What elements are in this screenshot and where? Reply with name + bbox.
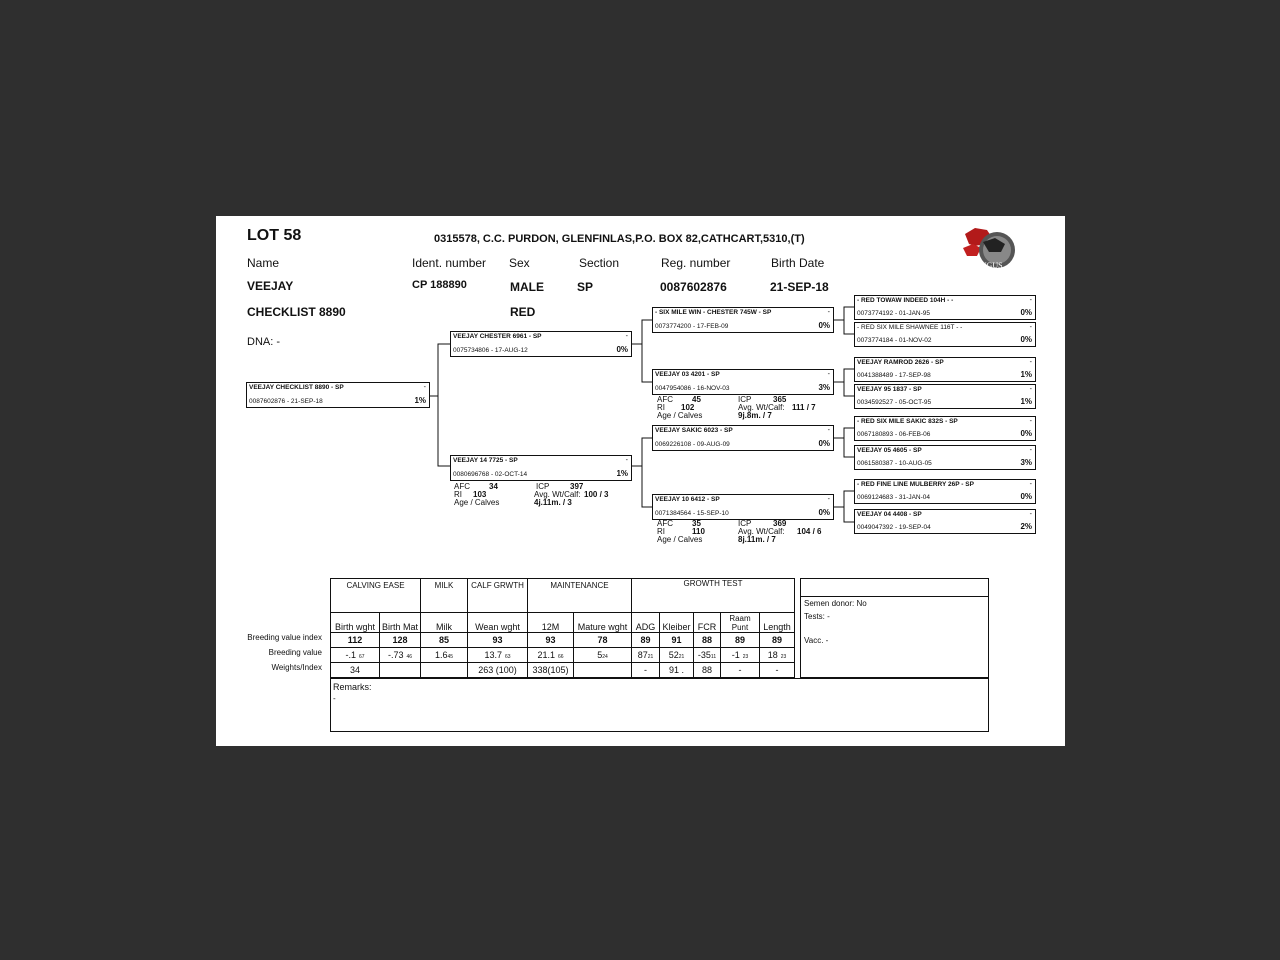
ri-value: 103 xyxy=(473,490,487,499)
pedigree-g3-8 xyxy=(854,509,1036,534)
trait-12m: 12M xyxy=(528,613,574,633)
percent: 1% xyxy=(1020,397,1032,406)
trait-wean-weight: Wean wght xyxy=(468,613,528,633)
color-value: RED xyxy=(510,305,536,319)
animal-name: VEEJAY 05 4605 - SP xyxy=(857,447,922,454)
bv-accuracy: 11 xyxy=(710,654,717,660)
index-value: 89 xyxy=(760,633,795,648)
dash: - xyxy=(1029,324,1032,331)
age-label: Age / Calves xyxy=(657,535,703,544)
group-growth-test: GROWTH TEST xyxy=(632,579,795,613)
percent: 2% xyxy=(1020,522,1032,531)
bv-value: -35 xyxy=(697,650,711,660)
pedigree-document xyxy=(216,216,1065,746)
trait-birth-weight: Birth wght xyxy=(331,613,380,633)
vaccination: Vacc. - xyxy=(804,636,829,645)
index-value: 88 xyxy=(694,633,721,648)
trait-raam-punt: Raam Punt xyxy=(721,613,760,633)
trait-adg: ADG xyxy=(632,613,660,633)
index-value: 93 xyxy=(468,633,528,648)
lot-number: LOT 58 xyxy=(247,227,302,244)
bv-value: -.73 xyxy=(387,650,404,660)
ident-number: CP 188890 xyxy=(412,279,467,291)
animal-name: VEEJAY 14 7725 - SP xyxy=(453,457,518,464)
animal-name: VEEJAY 04 4408 - SP xyxy=(857,511,922,518)
dash: - xyxy=(625,333,628,340)
dam-dam-stats xyxy=(657,520,837,548)
bv-accuracy: 45 xyxy=(447,654,454,660)
icp-value: 365 xyxy=(773,395,787,404)
label-birth: Birth Date xyxy=(771,256,825,270)
ri-label: RI xyxy=(454,490,462,499)
bv-cell xyxy=(721,648,760,663)
reg-date: 0049047392 - 19-SEP-04 xyxy=(857,524,931,531)
index-value: 89 xyxy=(721,633,760,648)
pedigree-g3-7 xyxy=(854,479,1036,504)
animal-name: VEEJAY SAKIC 6023 - SP xyxy=(655,427,733,434)
bv-accuracy: 46 xyxy=(406,654,413,660)
animal-name: - RED TOWAW INDEED 104H - - xyxy=(857,297,954,304)
percent: 0% xyxy=(1020,308,1032,317)
animal-name: - RED FINE LINE MULBERRY 26P - SP xyxy=(857,481,974,488)
group-calving-ease: CALVING EASE xyxy=(331,579,421,613)
bv-cell xyxy=(528,648,574,663)
reg-date: 0080696768 - 02-OCT-14 xyxy=(453,471,528,478)
dash: - xyxy=(1029,447,1032,454)
reg-number: 0087602876 xyxy=(660,280,727,294)
pedigree-g3-5 xyxy=(854,416,1036,441)
bv-value: 18 xyxy=(767,650,778,660)
bv-value: -.1 xyxy=(345,650,356,660)
pedigree-g3-6 xyxy=(854,445,1036,470)
reg-date: 0061580387 - 10-AUG-05 xyxy=(857,460,932,467)
group-calf-growth: CALF GRWTH xyxy=(468,579,528,613)
bv-accuracy: 23 xyxy=(780,654,787,660)
icp-value: 397 xyxy=(570,482,584,491)
weight-value xyxy=(421,663,468,678)
remarks-box xyxy=(330,678,989,732)
age-label: Age / Calves xyxy=(454,498,500,507)
group-milk: MILK xyxy=(421,579,468,613)
section-value: SP xyxy=(577,280,594,294)
row-label-weights: Weights/Index xyxy=(271,663,322,672)
afc-value: 45 xyxy=(692,395,701,404)
birth-date: 21-SEP-18 xyxy=(770,280,829,294)
pedigree-dam xyxy=(450,455,632,481)
reg-date: 0073774184 - 01-NOV-02 xyxy=(857,337,932,344)
afc-value: 35 xyxy=(692,519,701,528)
afc-label: AFC xyxy=(657,519,673,528)
dash: - xyxy=(827,309,830,316)
bv-accuracy: 21 xyxy=(678,654,685,660)
row-label-index: Breeding value index xyxy=(247,633,322,642)
tests: Tests: - xyxy=(804,612,830,621)
bv-value: -1 xyxy=(731,650,740,660)
index-value: 93 xyxy=(528,633,574,648)
weight-value: 338(105) xyxy=(528,663,574,678)
pedigree-sire xyxy=(450,331,632,357)
afc-label: AFC xyxy=(454,482,470,491)
bv-value: 21.1 xyxy=(537,650,555,660)
percent: 3% xyxy=(818,383,830,392)
weight-value: 88 xyxy=(694,663,721,678)
trait-mature-weight: Mature wght xyxy=(574,613,632,633)
weight-value: 34 xyxy=(331,663,380,678)
dash: - xyxy=(1029,481,1032,488)
bv-cell xyxy=(331,648,380,663)
percent: 1% xyxy=(616,469,628,478)
reg-date: 0073774192 - 01-JAN-95 xyxy=(857,310,930,317)
animal-name-2: CHECKLIST 8890 xyxy=(247,305,346,319)
dash: - xyxy=(1029,511,1032,518)
avg-value: 111 / 7 xyxy=(792,403,816,412)
angus-logo xyxy=(961,222,1019,272)
remarks-label: Remarks: xyxy=(333,682,372,692)
row-label-bv: Breeding value xyxy=(268,648,322,657)
dash: - xyxy=(827,371,830,378)
animal-name-1: VEEJAY xyxy=(247,279,294,293)
avg-label: Avg. Wt/Calf: xyxy=(738,403,785,412)
index-value: 78 xyxy=(574,633,632,648)
reg-date: 0041388489 - 17-SEP-98 xyxy=(857,372,931,379)
avg-value: 104 / 6 xyxy=(797,527,822,536)
index-value: 89 xyxy=(632,633,660,648)
percent: 1% xyxy=(1020,370,1032,379)
pedigree-sire-dam xyxy=(652,369,834,395)
reg-date: 0067180893 - 06-FEB-06 xyxy=(857,431,931,438)
bv-cell xyxy=(574,648,632,663)
animal-name: - RED SIX MILE SHAWNEE 116T - - xyxy=(857,324,963,331)
percent: 3% xyxy=(1020,458,1032,467)
reg-date: 0047954086 - 16-NOV-03 xyxy=(655,385,730,392)
dash: - xyxy=(1029,359,1032,366)
weight-value: 263 (100) xyxy=(468,663,528,678)
percent: 0% xyxy=(1020,492,1032,501)
weight-value: - xyxy=(760,663,795,678)
sex-value: MALE xyxy=(510,280,544,294)
trait-length: Length xyxy=(760,613,795,633)
label-section: Section xyxy=(579,256,620,270)
bv-value: 87 xyxy=(637,650,648,660)
animal-name: VEEJAY 03 4201 - SP xyxy=(655,371,720,378)
animal-name: VEEJAY 10 6412 - SP xyxy=(655,496,720,503)
ri-value: 102 xyxy=(681,403,695,412)
animal-name: VEEJAY 95 1837 - SP xyxy=(857,386,922,393)
reg-date: 0071384564 - 15-SEP-10 xyxy=(655,510,729,517)
pedigree-g3-4 xyxy=(854,384,1036,409)
bv-accuracy: 63 xyxy=(504,654,511,660)
avg-label: Avg. Wt/Calf: xyxy=(534,490,581,499)
weight-value xyxy=(574,663,632,678)
pedigree-sire-sire xyxy=(652,307,834,333)
index-value: 112 xyxy=(331,633,380,648)
reg-date: 0069124683 - 31-JAN-04 xyxy=(857,494,930,501)
percent: 0% xyxy=(616,345,628,354)
bv-accuracy: 23 xyxy=(742,654,749,660)
dash: - xyxy=(827,496,830,503)
breeder-info: 0315578, C.C. PURDON, GLENFINLAS,P.O. BOX 82,CATHCART,5310,(T) xyxy=(434,233,805,245)
bv-cell xyxy=(660,648,694,663)
ri-label: RI xyxy=(657,527,665,536)
semen-donor: Semen donor: No xyxy=(804,599,867,608)
percent: 0% xyxy=(1020,335,1032,344)
dash: - xyxy=(1029,418,1032,425)
weight-value: 91 . xyxy=(660,663,694,678)
label-ident: Ident. number xyxy=(412,256,487,270)
dash: - xyxy=(1029,386,1032,393)
bv-accuracy: 21 xyxy=(647,654,654,660)
bv-accuracy: 24 xyxy=(602,654,608,660)
index-value: 128 xyxy=(380,633,421,648)
pedigree-dam-dam xyxy=(652,494,834,520)
label-name: Name xyxy=(247,256,280,270)
index-value: 91 xyxy=(660,633,694,648)
bv-value: 13.7 xyxy=(484,650,502,660)
bv-cell xyxy=(468,648,528,663)
afc-value: 34 xyxy=(489,482,498,491)
age-value: 8j.11m. / 7 xyxy=(738,535,776,544)
bv-cell xyxy=(421,648,468,663)
icp-label: ICP xyxy=(536,482,550,491)
reg-date: 0087602876 - 21-SEP-18 xyxy=(249,398,323,405)
pedigree-dam-sire xyxy=(652,425,834,451)
bv-accuracy: 66 xyxy=(557,654,564,660)
age-value: 4j.11m. / 3 xyxy=(534,498,572,507)
dam-stats xyxy=(454,483,644,511)
animal-name: - RED SIX MILE SAKIC 832S - SP xyxy=(857,418,958,425)
icp-label: ICP xyxy=(738,395,752,404)
pedigree-g3-1 xyxy=(854,295,1036,320)
dna-value: DNA: - xyxy=(247,336,280,348)
pedigree-g3-3 xyxy=(854,357,1036,382)
animal-name: VEEJAY RAMROD 2626 - SP xyxy=(857,359,944,366)
logo-text: ANGUS xyxy=(975,261,1003,270)
sire-dam-stats xyxy=(657,396,837,424)
label-reg: Reg. number xyxy=(661,256,731,270)
bv-value: 52 xyxy=(668,650,679,660)
reg-date: 0069226108 - 09-AUG-09 xyxy=(655,441,730,448)
reg-date: 0075734806 - 17-AUG-12 xyxy=(453,347,528,354)
trait-birth-maternal: Birth Mat xyxy=(380,613,421,633)
animal-name: VEEJAY CHESTER 6961 - SP xyxy=(453,333,542,340)
reg-date: 0034592527 - 05-OCT-95 xyxy=(857,399,932,406)
bv-value: 1.6 xyxy=(434,650,448,660)
avg-label: Avg. Wt/Calf: xyxy=(738,527,785,536)
icp-value: 369 xyxy=(773,519,787,528)
index-value: 85 xyxy=(421,633,468,648)
semen-info-box xyxy=(800,578,989,678)
animal-name: VEEJAY CHECKLIST 8890 - SP xyxy=(249,384,344,391)
bv-cell xyxy=(760,648,795,663)
dash: - xyxy=(827,427,830,434)
age-label: Age / Calves xyxy=(657,411,703,420)
trait-kleiber: Kleiber xyxy=(660,613,694,633)
remarks-text: - xyxy=(333,694,336,703)
bv-cell xyxy=(632,648,660,663)
dash: - xyxy=(625,457,628,464)
trait-fcr: FCR xyxy=(694,613,721,633)
label-sex: Sex xyxy=(509,256,530,270)
reg-date: 0073774200 - 17-FEB-09 xyxy=(655,323,729,330)
dash: - xyxy=(1029,297,1032,304)
group-maintenance: MAINTENANCE xyxy=(528,579,632,613)
weight-value: - xyxy=(632,663,660,678)
bv-cell xyxy=(694,648,721,663)
bv-cell xyxy=(380,648,421,663)
bv-accuracy: 67 xyxy=(358,654,365,660)
afc-label: AFC xyxy=(657,395,673,404)
pedigree-g3-2 xyxy=(854,322,1036,347)
percent: 0% xyxy=(818,321,830,330)
trait-milk: Milk xyxy=(421,613,468,633)
dash: - xyxy=(423,384,426,391)
ri-label: RI xyxy=(657,403,665,412)
pedigree-subject xyxy=(246,382,430,408)
percent: 1% xyxy=(414,396,426,405)
percent: 0% xyxy=(818,508,830,517)
percent: 0% xyxy=(818,439,830,448)
icp-label: ICP xyxy=(738,519,752,528)
bv-value: 5 xyxy=(597,650,603,660)
weight-value xyxy=(380,663,421,678)
avg-value: 100 / 3 xyxy=(584,490,609,499)
ri-value: 110 xyxy=(692,527,705,536)
weight-value: - xyxy=(721,663,760,678)
animal-name: - SIX MILE WIN - CHESTER 745W - SP xyxy=(655,309,772,316)
percent: 0% xyxy=(1020,429,1032,438)
age-value: 9j.8m. / 7 xyxy=(738,411,772,420)
